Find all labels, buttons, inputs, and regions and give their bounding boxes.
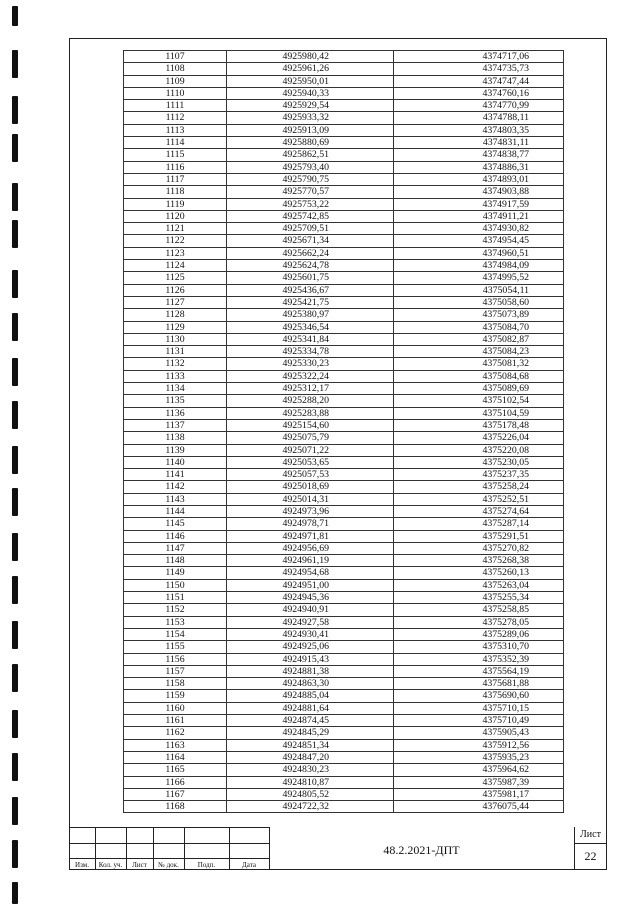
y-coordinate-cell: 4375270,82 xyxy=(394,542,564,554)
x-coordinate-cell: 4925913,09 xyxy=(227,124,394,136)
table-row xyxy=(124,665,564,677)
x-coordinate-cell: 4925709,51 xyxy=(227,223,394,235)
y-coordinate-cell: 4375058,60 xyxy=(394,296,564,308)
point-number-cell: 1147 xyxy=(124,542,227,554)
binder-mark xyxy=(12,533,18,561)
binder-mark xyxy=(12,882,18,904)
y-coordinate-cell: 4375260,13 xyxy=(394,567,564,579)
x-coordinate-cell: 4924956,69 xyxy=(227,542,394,554)
point-number-cell: 1110 xyxy=(124,87,227,99)
binder-mark xyxy=(12,621,18,649)
y-coordinate-cell: 4374984,09 xyxy=(394,260,564,272)
point-number-cell: 1155 xyxy=(124,641,227,653)
y-coordinate-cell: 4375981,17 xyxy=(394,788,564,800)
x-coordinate-cell: 4925933,32 xyxy=(227,112,394,124)
y-coordinate-cell: 4375237,35 xyxy=(394,469,564,481)
point-number-cell: 1120 xyxy=(124,210,227,222)
y-coordinate-cell: 4375220,08 xyxy=(394,444,564,456)
x-coordinate-cell: 4925312,17 xyxy=(227,383,394,395)
stamp-label-count: Кол. уч. xyxy=(98,861,123,869)
y-coordinate-cell: 4375268,38 xyxy=(394,555,564,567)
table-row xyxy=(124,751,564,763)
point-number-cell: 1107 xyxy=(124,51,227,63)
y-coordinate-cell: 4375681,88 xyxy=(394,678,564,690)
y-coordinate-cell: 4375054,11 xyxy=(394,284,564,296)
table-row xyxy=(124,690,564,702)
x-coordinate-cell: 4925071,22 xyxy=(227,444,394,456)
y-coordinate-cell: 4375310,70 xyxy=(394,641,564,653)
x-coordinate-cell: 4925334,78 xyxy=(227,346,394,358)
table-row xyxy=(124,395,564,407)
point-number-cell: 1160 xyxy=(124,702,227,714)
table-row xyxy=(124,727,564,739)
x-coordinate-cell: 4925057,53 xyxy=(227,469,394,481)
stamp-label-sheet: Лист xyxy=(132,861,147,869)
table-row xyxy=(124,801,564,813)
x-coordinate-cell: 4924945,36 xyxy=(227,592,394,604)
x-coordinate-cell: 4924881,38 xyxy=(227,665,394,677)
point-number-cell: 1136 xyxy=(124,407,227,419)
y-coordinate-cell: 4375226,04 xyxy=(394,432,564,444)
point-number-cell: 1164 xyxy=(124,751,227,763)
point-number-cell: 1146 xyxy=(124,530,227,542)
table-row xyxy=(124,579,564,591)
point-number-cell: 1158 xyxy=(124,678,227,690)
y-coordinate-cell: 4375987,39 xyxy=(394,776,564,788)
x-coordinate-cell: 4925601,75 xyxy=(227,272,394,284)
x-coordinate-cell: 4925018,69 xyxy=(227,481,394,493)
x-coordinate-cell: 4925980,42 xyxy=(227,51,394,63)
title-block xyxy=(69,827,607,870)
y-coordinate-cell: 4375255,34 xyxy=(394,592,564,604)
point-number-cell: 1167 xyxy=(124,788,227,800)
table-row xyxy=(124,173,564,185)
x-coordinate-cell: 4924874,45 xyxy=(227,715,394,727)
point-number-cell: 1142 xyxy=(124,481,227,493)
table-row xyxy=(124,296,564,308)
x-coordinate-cell: 4924885,04 xyxy=(227,690,394,702)
x-coordinate-cell: 4925075,79 xyxy=(227,432,394,444)
table-row xyxy=(124,210,564,222)
table-row xyxy=(124,432,564,444)
table-row xyxy=(124,505,564,517)
table-row xyxy=(124,542,564,554)
point-number-cell: 1116 xyxy=(124,161,227,173)
point-number-cell: 1159 xyxy=(124,690,227,702)
x-coordinate-cell: 4924951,00 xyxy=(227,579,394,591)
y-coordinate-cell: 4375104,59 xyxy=(394,407,564,419)
point-number-cell: 1129 xyxy=(124,321,227,333)
point-number-cell: 1163 xyxy=(124,739,227,751)
x-coordinate-cell: 4925346,54 xyxy=(227,321,394,333)
x-coordinate-cell: 4925288,20 xyxy=(227,395,394,407)
y-coordinate-cell: 4374838,77 xyxy=(394,149,564,161)
table-row xyxy=(124,333,564,345)
table-row xyxy=(124,358,564,370)
point-number-cell: 1149 xyxy=(124,567,227,579)
x-coordinate-cell: 4924847,20 xyxy=(227,751,394,763)
table-row xyxy=(124,370,564,382)
table-row xyxy=(124,235,564,247)
table-row xyxy=(124,272,564,284)
x-coordinate-cell: 4925961,26 xyxy=(227,63,394,75)
y-coordinate-cell: 4375263,04 xyxy=(394,579,564,591)
stamp-line xyxy=(574,843,607,844)
y-coordinate-cell: 4375258,85 xyxy=(394,604,564,616)
point-number-cell: 1134 xyxy=(124,383,227,395)
point-number-cell: 1126 xyxy=(124,284,227,296)
binder-mark xyxy=(12,576,18,604)
point-number-cell: 1127 xyxy=(124,296,227,308)
x-coordinate-cell: 4925742,85 xyxy=(227,210,394,222)
x-coordinate-cell: 4924810,87 xyxy=(227,776,394,788)
y-coordinate-cell: 4375291,51 xyxy=(394,530,564,542)
y-coordinate-cell: 4375710,49 xyxy=(394,715,564,727)
x-coordinate-cell: 4924930,41 xyxy=(227,628,394,640)
y-coordinate-cell: 4374903,88 xyxy=(394,186,564,198)
point-number-cell: 1168 xyxy=(124,801,227,813)
table-row xyxy=(124,63,564,75)
point-number-cell: 1140 xyxy=(124,456,227,468)
x-coordinate-cell: 4924863,30 xyxy=(227,678,394,690)
point-number-cell: 1162 xyxy=(124,727,227,739)
y-coordinate-cell: 4375089,69 xyxy=(394,383,564,395)
x-coordinate-cell: 4925624,78 xyxy=(227,260,394,272)
y-coordinate-cell: 4375710,15 xyxy=(394,702,564,714)
coordinates-table-body xyxy=(124,51,564,813)
y-coordinate-cell: 4375912,56 xyxy=(394,739,564,751)
point-number-cell: 1130 xyxy=(124,333,227,345)
point-number-cell: 1123 xyxy=(124,247,227,259)
binder-mark xyxy=(12,358,18,386)
point-number-cell: 1131 xyxy=(124,346,227,358)
y-coordinate-cell: 4374803,35 xyxy=(394,124,564,136)
x-coordinate-cell: 4924973,96 xyxy=(227,505,394,517)
table-row xyxy=(124,112,564,124)
x-coordinate-cell: 4925283,88 xyxy=(227,407,394,419)
binder-mark xyxy=(12,446,18,474)
x-coordinate-cell: 4924954,68 xyxy=(227,567,394,579)
point-number-cell: 1125 xyxy=(124,272,227,284)
table-row xyxy=(124,469,564,481)
table-row xyxy=(124,788,564,800)
binder-mark xyxy=(12,134,18,162)
table-row xyxy=(124,776,564,788)
table-row xyxy=(124,764,564,776)
y-coordinate-cell: 4374995,52 xyxy=(394,272,564,284)
table-row xyxy=(124,518,564,530)
y-coordinate-cell: 4374735,73 xyxy=(394,63,564,75)
point-number-cell: 1145 xyxy=(124,518,227,530)
y-coordinate-cell: 4375258,24 xyxy=(394,481,564,493)
point-number-cell: 1114 xyxy=(124,137,227,149)
point-number-cell: 1109 xyxy=(124,75,227,87)
table-row xyxy=(124,247,564,259)
point-number-cell: 1143 xyxy=(124,493,227,505)
x-coordinate-cell: 4925862,51 xyxy=(227,149,394,161)
point-number-cell: 1161 xyxy=(124,715,227,727)
y-coordinate-cell: 4374770,99 xyxy=(394,100,564,112)
x-coordinate-cell: 4925929,54 xyxy=(227,100,394,112)
binder-mark xyxy=(12,50,18,78)
binder-mark xyxy=(12,96,18,124)
x-coordinate-cell: 4925940,33 xyxy=(227,87,394,99)
document-number: 48.2.2021-ДПТ xyxy=(383,843,460,857)
table-row xyxy=(124,604,564,616)
point-number-cell: 1157 xyxy=(124,665,227,677)
y-coordinate-cell: 4375081,32 xyxy=(394,358,564,370)
point-number-cell: 1133 xyxy=(124,370,227,382)
point-number-cell: 1141 xyxy=(124,469,227,481)
x-coordinate-cell: 4925671,34 xyxy=(227,235,394,247)
table-row xyxy=(124,653,564,665)
binder-mark xyxy=(12,753,18,781)
point-number-cell: 1112 xyxy=(124,112,227,124)
x-coordinate-cell: 4924940,91 xyxy=(227,604,394,616)
table-row xyxy=(124,592,564,604)
table-row xyxy=(124,481,564,493)
x-coordinate-cell: 4924961,19 xyxy=(227,555,394,567)
point-number-cell: 1154 xyxy=(124,628,227,640)
x-coordinate-cell: 4924927,58 xyxy=(227,616,394,628)
y-coordinate-cell: 4374917,59 xyxy=(394,198,564,210)
table-row xyxy=(124,223,564,235)
stamp-label-change: Изм. xyxy=(75,861,89,869)
x-coordinate-cell: 4924722,32 xyxy=(227,801,394,813)
x-coordinate-cell: 4924845,29 xyxy=(227,727,394,739)
point-number-cell: 1148 xyxy=(124,555,227,567)
point-number-cell: 1118 xyxy=(124,186,227,198)
y-coordinate-cell: 4375690,60 xyxy=(394,690,564,702)
y-coordinate-cell: 4374960,51 xyxy=(394,247,564,259)
table-row xyxy=(124,161,564,173)
binder-mark xyxy=(12,183,18,211)
stamp-label-doc-number: № док. xyxy=(158,861,179,869)
table-row xyxy=(124,456,564,468)
x-coordinate-cell: 4924851,34 xyxy=(227,739,394,751)
y-coordinate-cell: 4375274,64 xyxy=(394,505,564,517)
table-row xyxy=(124,149,564,161)
x-coordinate-cell: 4925421,75 xyxy=(227,296,394,308)
table-row xyxy=(124,739,564,751)
table-row xyxy=(124,346,564,358)
point-number-cell: 1144 xyxy=(124,505,227,517)
point-number-cell: 1113 xyxy=(124,124,227,136)
stamp-line xyxy=(69,843,269,844)
table-row xyxy=(124,715,564,727)
table-row xyxy=(124,186,564,198)
y-coordinate-cell: 4374788,11 xyxy=(394,112,564,124)
point-number-cell: 1115 xyxy=(124,149,227,161)
y-coordinate-cell: 4374760,16 xyxy=(394,87,564,99)
x-coordinate-cell: 4925662,24 xyxy=(227,247,394,259)
y-coordinate-cell: 4375230,05 xyxy=(394,456,564,468)
stamp-line xyxy=(69,827,269,828)
x-coordinate-cell: 4925322,24 xyxy=(227,370,394,382)
table-row xyxy=(124,51,564,63)
x-coordinate-cell: 4925790,75 xyxy=(227,173,394,185)
y-coordinate-cell: 4375178,48 xyxy=(394,419,564,431)
y-coordinate-cell: 4375082,87 xyxy=(394,333,564,345)
table-row xyxy=(124,75,564,87)
binder-mark xyxy=(12,488,18,516)
y-coordinate-cell: 4376075,44 xyxy=(394,801,564,813)
y-coordinate-cell: 4375102,54 xyxy=(394,395,564,407)
binder-mark xyxy=(12,664,18,692)
point-number-cell: 1150 xyxy=(124,579,227,591)
x-coordinate-cell: 4925770,57 xyxy=(227,186,394,198)
point-number-cell: 1122 xyxy=(124,235,227,247)
y-coordinate-cell: 4374911,21 xyxy=(394,210,564,222)
table-row xyxy=(124,309,564,321)
table-row xyxy=(124,137,564,149)
binder-mark xyxy=(12,840,18,868)
point-number-cell: 1135 xyxy=(124,395,227,407)
binder-mark xyxy=(12,220,18,248)
table-row xyxy=(124,407,564,419)
y-coordinate-cell: 4375084,68 xyxy=(394,370,564,382)
point-number-cell: 1153 xyxy=(124,616,227,628)
table-row xyxy=(124,555,564,567)
point-number-cell: 1111 xyxy=(124,100,227,112)
point-number-cell: 1137 xyxy=(124,419,227,431)
point-number-cell: 1128 xyxy=(124,309,227,321)
table-row xyxy=(124,383,564,395)
y-coordinate-cell: 4374747,44 xyxy=(394,75,564,87)
point-number-cell: 1119 xyxy=(124,198,227,210)
binder-mark xyxy=(12,797,18,825)
x-coordinate-cell: 4925014,31 xyxy=(227,493,394,505)
y-coordinate-cell: 4375252,51 xyxy=(394,493,564,505)
y-coordinate-cell: 4375352,39 xyxy=(394,653,564,665)
point-number-cell: 1117 xyxy=(124,173,227,185)
binder-mark xyxy=(12,710,18,738)
point-number-cell: 1138 xyxy=(124,432,227,444)
binder-mark xyxy=(12,313,18,341)
table-row xyxy=(124,616,564,628)
stamp-line xyxy=(69,858,269,859)
stamp-label-signature: Подп. xyxy=(197,861,216,869)
y-coordinate-cell: 4375935,23 xyxy=(394,751,564,763)
point-number-cell: 1151 xyxy=(124,592,227,604)
point-number-cell: 1165 xyxy=(124,764,227,776)
y-coordinate-cell: 4374886,31 xyxy=(394,161,564,173)
table-row xyxy=(124,628,564,640)
x-coordinate-cell: 4924925,06 xyxy=(227,641,394,653)
y-coordinate-cell: 4375287,14 xyxy=(394,518,564,530)
table-row xyxy=(124,124,564,136)
point-number-cell: 1152 xyxy=(124,604,227,616)
point-number-cell: 1108 xyxy=(124,63,227,75)
point-number-cell: 1156 xyxy=(124,653,227,665)
point-number-cell: 1132 xyxy=(124,358,227,370)
binder-mark xyxy=(12,6,18,26)
x-coordinate-cell: 4925053,65 xyxy=(227,456,394,468)
table-row xyxy=(124,321,564,333)
y-coordinate-cell: 4375964,62 xyxy=(394,764,564,776)
x-coordinate-cell: 4925880,69 xyxy=(227,137,394,149)
x-coordinate-cell: 4924881,64 xyxy=(227,702,394,714)
point-number-cell: 1139 xyxy=(124,444,227,456)
y-coordinate-cell: 4374930,82 xyxy=(394,223,564,235)
coordinates-table xyxy=(123,50,564,813)
y-coordinate-cell: 4375073,89 xyxy=(394,309,564,321)
x-coordinate-cell: 4924971,81 xyxy=(227,530,394,542)
sheet-number: 22 xyxy=(584,849,597,863)
binder-mark xyxy=(12,270,18,298)
x-coordinate-cell: 4924978,71 xyxy=(227,518,394,530)
point-number-cell: 1124 xyxy=(124,260,227,272)
stamp-label-date: Дата xyxy=(242,861,256,869)
table-row xyxy=(124,87,564,99)
table-row xyxy=(124,641,564,653)
y-coordinate-cell: 4375084,23 xyxy=(394,346,564,358)
x-coordinate-cell: 4925341,84 xyxy=(227,333,394,345)
point-number-cell: 1121 xyxy=(124,223,227,235)
table-row xyxy=(124,678,564,690)
x-coordinate-cell: 4925154,60 xyxy=(227,419,394,431)
y-coordinate-cell: 4375084,70 xyxy=(394,321,564,333)
y-coordinate-cell: 4374893,01 xyxy=(394,173,564,185)
table-row xyxy=(124,493,564,505)
y-coordinate-cell: 4374954,45 xyxy=(394,235,564,247)
x-coordinate-cell: 4925753,22 xyxy=(227,198,394,210)
y-coordinate-cell: 4375289,06 xyxy=(394,628,564,640)
table-row xyxy=(124,100,564,112)
table-row xyxy=(124,260,564,272)
sheet-label: Лист xyxy=(580,829,601,840)
y-coordinate-cell: 4375905,43 xyxy=(394,727,564,739)
table-row xyxy=(124,419,564,431)
x-coordinate-cell: 4925330,23 xyxy=(227,358,394,370)
x-coordinate-cell: 4924830,23 xyxy=(227,764,394,776)
table-row xyxy=(124,702,564,714)
y-coordinate-cell: 4374831,11 xyxy=(394,137,564,149)
table-row xyxy=(124,567,564,579)
point-number-cell: 1166 xyxy=(124,776,227,788)
table-row xyxy=(124,444,564,456)
table-row xyxy=(124,284,564,296)
y-coordinate-cell: 4375278,05 xyxy=(394,616,564,628)
table-row xyxy=(124,530,564,542)
y-coordinate-cell: 4374717,06 xyxy=(394,51,564,63)
x-coordinate-cell: 4925950,01 xyxy=(227,75,394,87)
binder-mark xyxy=(12,401,18,429)
x-coordinate-cell: 4925436,67 xyxy=(227,284,394,296)
x-coordinate-cell: 4925793,40 xyxy=(227,161,394,173)
x-coordinate-cell: 4924805,52 xyxy=(227,788,394,800)
x-coordinate-cell: 4925380,97 xyxy=(227,309,394,321)
x-coordinate-cell: 4924915,43 xyxy=(227,653,394,665)
table-row xyxy=(124,198,564,210)
y-coordinate-cell: 4375564,19 xyxy=(394,665,564,677)
